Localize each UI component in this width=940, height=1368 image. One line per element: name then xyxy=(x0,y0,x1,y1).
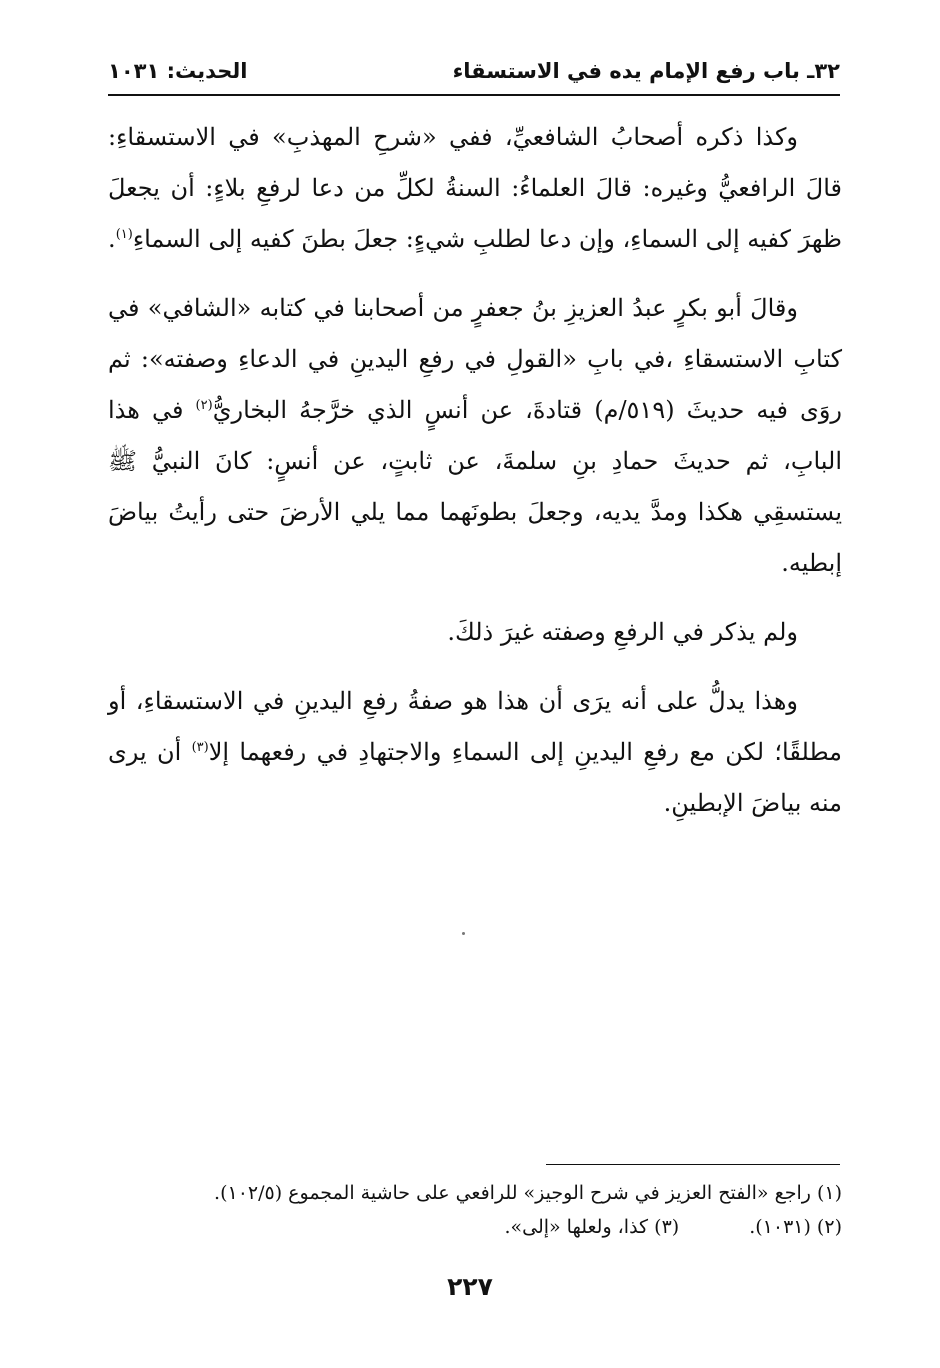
footnote-row-2 xyxy=(108,1210,842,1244)
paragraph-3: ولم يذكر في الرفعِ وصفته غيرَ ذلكَ. xyxy=(447,618,798,646)
footnote-1: (١) راجع «الفتح العزيز في شرح الوجيز» للرافعي على حاشية المجموع (١٠٢/٥). xyxy=(214,1182,842,1204)
main-text xyxy=(108,112,842,829)
chapter-title: ٣٢ـ باب رفع الإمام يده في الاستسقاء xyxy=(452,59,840,83)
header-divider xyxy=(108,94,840,96)
footnotes xyxy=(108,1176,842,1244)
footnote-divider xyxy=(546,1164,840,1165)
footnote-marker-3: (٣) xyxy=(191,740,209,755)
paragraph-2: وقالَ أبو بكرٍ عبدُ العزيزِ بنُ جعفرٍ من أصحابنا في كتابه «الشافي» في كتابِ الاستسقاءِ ،في بابِ «القولِ في رفعِ اليدينِ في الدعاءِ وصفته»: ثم روَى فيه حديثَ (٥١٩/م) قتادةَ، عن أنسٍ الذي خرَّجهُ البخاريُّ$^{(٢)}$ في هذا البابِ، ثم حديثَ حمادِ بنِ سلمةَ، عن ثابتٍ، عن أنسٍ: كانَ النبيُّ ﷺ يستسقِي هكذا ومدَّ يديه، وجعلَ بطونَهما مما يلي الأرضَ حتى رأيتُ بياضَ إبطيه. xyxy=(108,294,843,577)
hadith-number: الحديث: ١٠٣١ xyxy=(108,59,248,83)
paragraph-4: وهذا يدلُّ على أنه يرَى أن هذا هو صفةُ رفعِ اليدينِ في الاستسقاءِ، أو مطلقًا؛ لكن مع رفعِ اليدينِ إلى السماءِ والاجتهادِ في رفعهما إلا$^{(٣)}$ أن يرى منه بياضَ الإبطينِ. xyxy=(108,687,842,817)
footnote-3: (٣) كذا، ولعلها «إلى». xyxy=(504,1216,680,1238)
footnote-marker-1: (١) xyxy=(115,227,133,242)
footnote-2: (٢) (١٠٣١). xyxy=(749,1216,842,1238)
paragraph-1: وكذا ذكره أصحابُ الشافعيِّ، ففي «شرحِ المهذبِ» في الاستسقاءِ: قالَ الرافعيُّ وغيره: قالَ العلماءُ: السنةُ لكلِّ من دعا لرفعِ بلاءٍ: أن يجعلَ ظهرَ كفيه إلى السماءِ، وإن دعا لطلبِ شيءٍ: جعلَ بطنَ كفيه إلى السماءِ$^{(١)}$. xyxy=(108,123,842,253)
speck-mark xyxy=(462,932,465,935)
page-number: ٢٢٧ xyxy=(447,1272,493,1301)
footnote-marker-2: (٢) xyxy=(195,398,213,413)
running-header xyxy=(108,54,840,88)
